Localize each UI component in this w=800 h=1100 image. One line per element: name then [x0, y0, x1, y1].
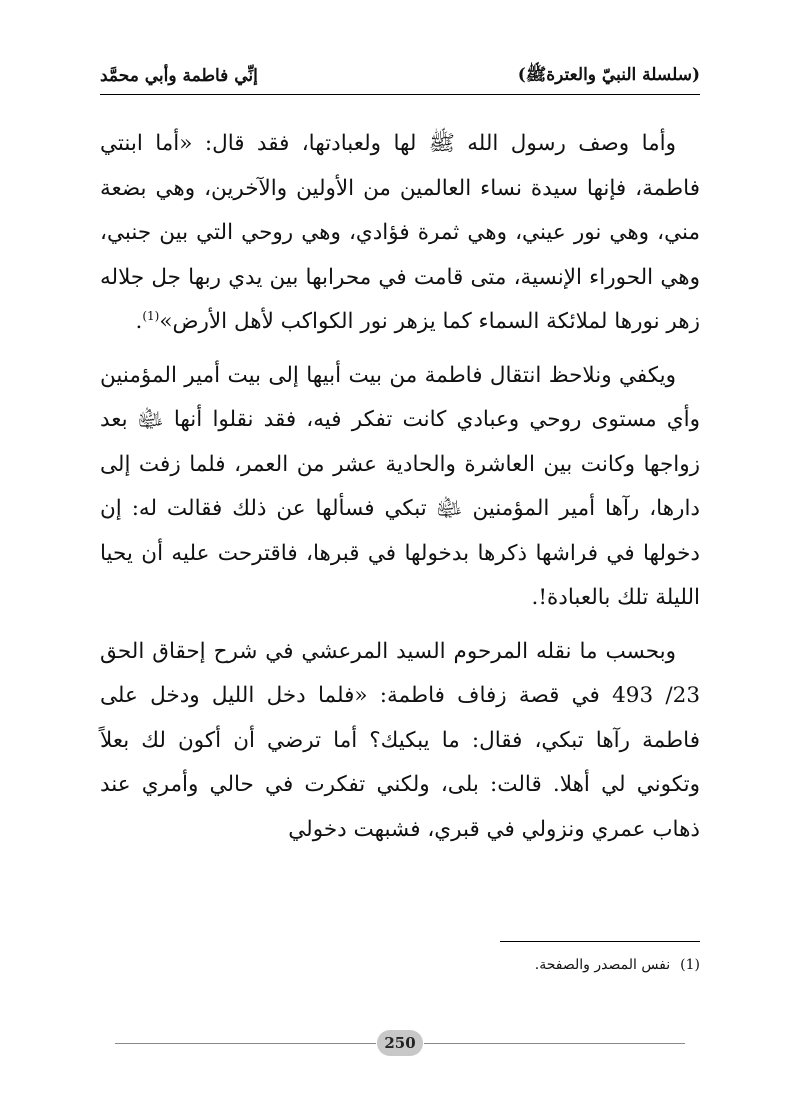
main-text: [100, 122, 700, 861]
footnote-marker[interactable]: (1): [142, 308, 160, 323]
series-title: (سلسلة النبيّ والعترةﷺ): [517, 64, 700, 85]
footer-rule-left: [115, 1043, 376, 1044]
paragraph-3: وبحسب ما نقله المرحوم السيد المرعشي في شرح إحقاق الحق 23/ 493 في قصة زفاف فاطمة: «فلما دخل الليل ودخل على فاطمة رآها تبكي، فقال: ما يبكيك؟ أما ترضي أن أكون لك بعلاً وتكوني لي أهلا. قالت: بلى، ولكني تفكرت في حالي وأمري عند ذهاب عمري ونزولي في قبري، فشبهت دخولي: [100, 638, 701, 842]
footnote-divider: [500, 941, 700, 942]
page-number: 250: [377, 1030, 423, 1056]
page-footer: [115, 1030, 685, 1056]
footnote: [100, 954, 700, 976]
paragraph-2: ويكفي ونلاحظ انتقال فاطمة من بيت أبيها إلى بيت أمير المؤمنين وأي مستوى روحي وعبادي كانت تفكر فيه، فقد نقلوا أنها ﵍ بعد زواجها وكانت بين العاشرة والحادية عشر من العمر، فلما زفت إلى دارها، رآها أمير المؤمنين ﵍ تبكي فسألها عن ذلك فقالت له: إن دخولها في فراشها ذكرها بدخولها في قبرها، فاقترحت عليه أن يحيا الليلة تلك بالعبادة!.: [100, 362, 700, 610]
footnote-number: (1): [680, 957, 700, 973]
footer-rule-right: [424, 1043, 685, 1044]
footnote-text: نفس المصدر والصفحة.: [534, 957, 671, 973]
paragraph-1-text: وأما وصف رسول الله ﷺ لها ولعبادتها، فقد قال: «أما ابنتي فاطمة، فإنها سيدة نساء العالمين من الأولين والآخرين، وهي بضعة مني، وهي نور عيني، وهي ثمرة فؤادي، وهي روحي التي بين جنبي، وهي الحوراء الإنسية، متى قامت في محرابها بين يدي ربها جل جلاله زهر نورها لملائكة السماء كما يزهر نور الكواكب لأهل الأرض»: [100, 131, 700, 334]
running-header: [100, 58, 700, 95]
paragraph-1-end: .: [135, 309, 143, 334]
chapter-title: إنِّي فاطمة وأبي محمَّد: [100, 66, 258, 86]
paragraph-1: [100, 122, 700, 345]
